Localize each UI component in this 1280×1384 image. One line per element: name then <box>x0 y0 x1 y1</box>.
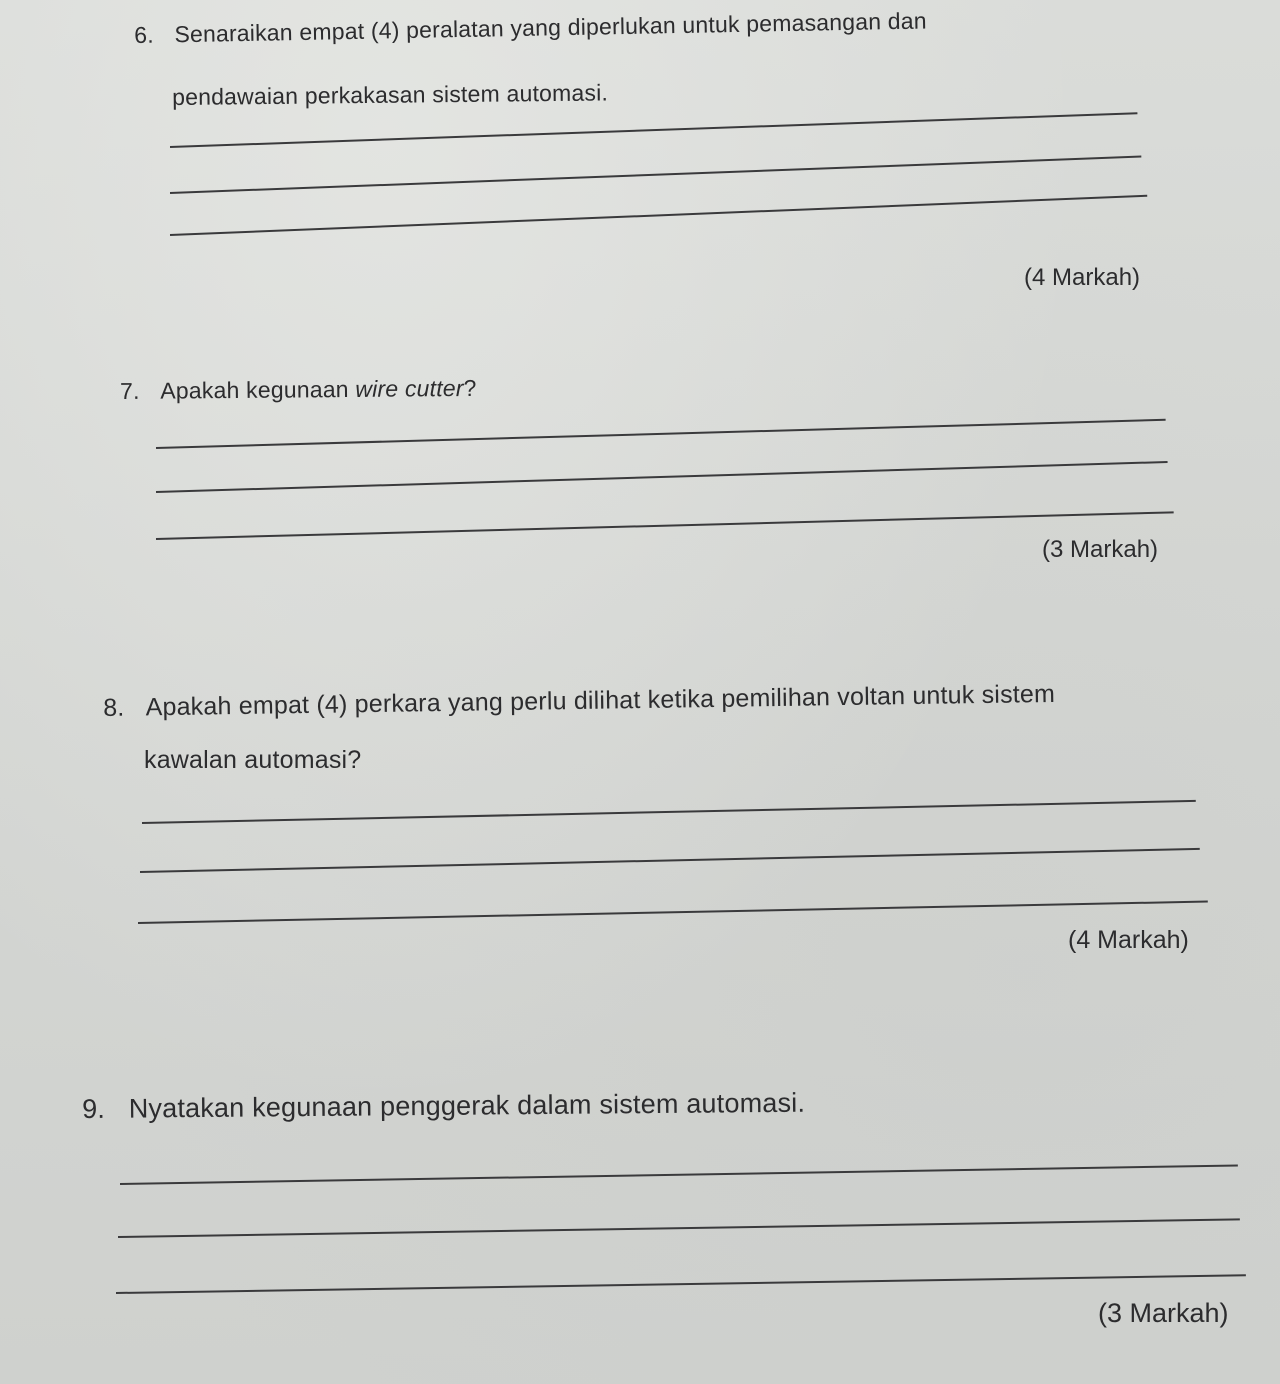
q7-text-before: Apakah kegunaan <box>160 375 356 404</box>
q6-answer-line-1 <box>170 112 1137 147</box>
q7-answer-line-2 <box>156 461 1168 493</box>
q8-answer-line-2 <box>140 848 1200 873</box>
q7-answer-line-1 <box>156 419 1166 449</box>
q8-marks: (4 Markah) <box>1068 926 1189 954</box>
q8-answer-line-1 <box>142 800 1196 824</box>
q9-answer-line-2 <box>118 1218 1240 1237</box>
q6-number: 6. <box>134 21 155 48</box>
q9-answer-line-1 <box>120 1164 1238 1184</box>
q9-answer-line-3 <box>116 1274 1246 1293</box>
q6-answer-line-2 <box>170 156 1141 194</box>
q7-answer-line-3 <box>156 511 1174 539</box>
q7-line1 <box>120 375 477 405</box>
q9-line1 <box>82 1088 805 1125</box>
q7-marks: (3 Markah) <box>1042 536 1159 563</box>
q9-text-line1: Nyatakan kegunaan penggerak dalam sistem automasi. <box>128 1087 806 1124</box>
q8-number: 8. <box>103 693 125 722</box>
q7-number: 7. <box>120 377 140 404</box>
q9-number: 9. <box>82 1093 106 1124</box>
q6-line2: pendawaian perkakasan sistem automasi. <box>172 79 609 110</box>
q6-line1 <box>134 7 927 49</box>
q6-text-line1: Senaraikan empat (4) peralatan yang diperlukan untuk pemasangan dan <box>174 7 927 48</box>
q9-marks: (3 Markah) <box>1098 1298 1229 1328</box>
q8-line1 <box>103 680 1055 723</box>
q7-text <box>160 375 477 404</box>
q8-line2: kawalan automasi? <box>144 746 362 774</box>
q8-text-line1: Apakah empat (4) perkara yang perlu dilihat ketika pemilihan voltan untuk sistem <box>145 679 1056 722</box>
q6-marks: (4 Markah) <box>1024 264 1141 291</box>
q8-answer-line-3 <box>138 901 1208 924</box>
q7-text-after: ? <box>463 374 477 402</box>
q7-text-italic: wire cutter <box>355 375 464 402</box>
q6-answer-line-3 <box>170 195 1147 236</box>
